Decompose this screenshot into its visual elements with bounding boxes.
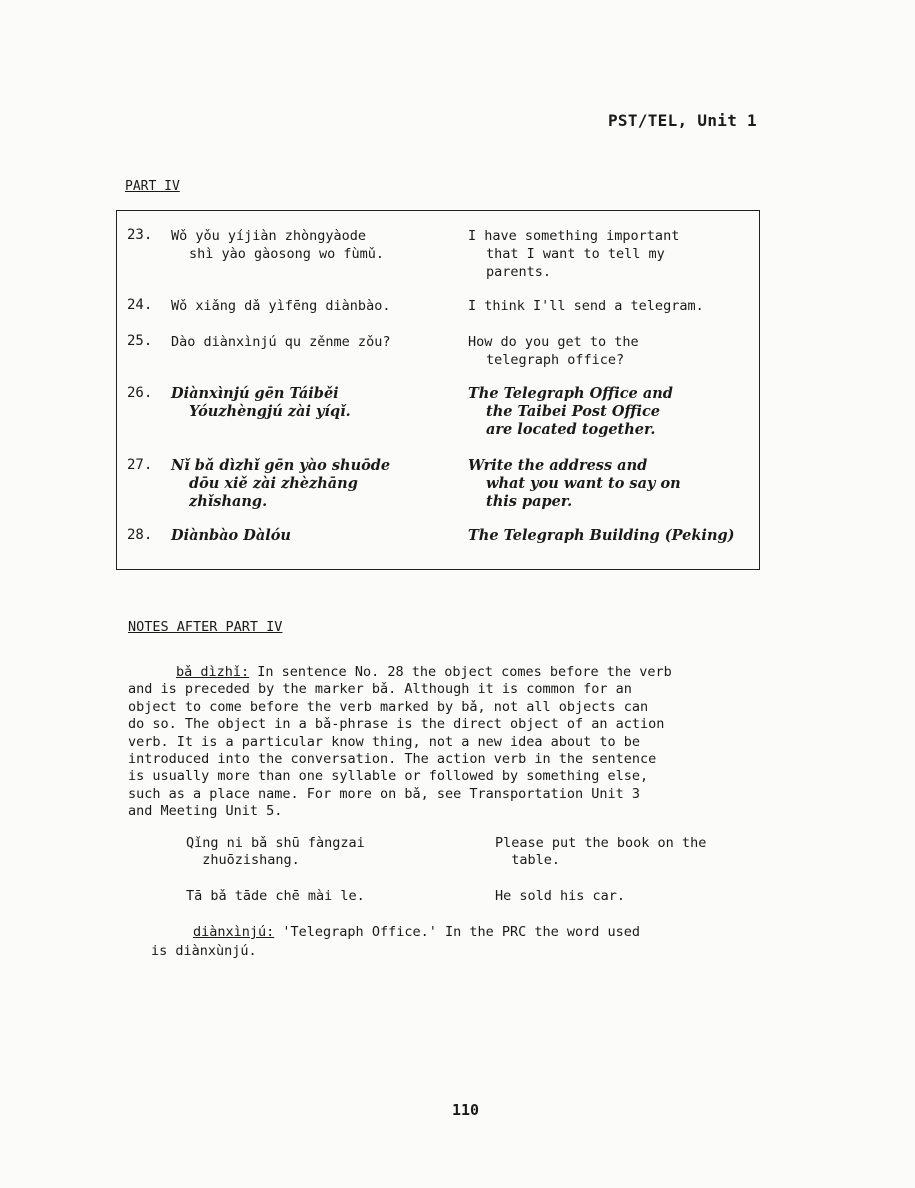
english-translation: The Telegraph Building (Peking) [468,527,735,544]
sentence-number: 26. [127,385,153,401]
chinese-sentence: Nǐ bǎ dìzhǐ gēn yào shuōde dōu xiě zài zhèzhāng zhǐshang. [171,457,391,510]
sentence-number: 28. [127,527,153,543]
chinese-sentence: Dào diànxìnjú qu zěnme zǒu? [171,334,391,350]
sentence-number: 24. [127,297,153,313]
notes-paragraph: bǎ dìzhǐ: In sentence No. 28 the object comes before the verb and is preceded by the marker bǎ. Although it is common for an object to come before the verb marked by bǎ, not all objects can do so. The object in a bǎ-phrase is the direct object of an action verb. It is a particular know thing, not a new idea about to be introduced into the conversation. The action verb in the sentence is usually more than one syllable or followed by something else, such as a place name. For more on bǎ, see Transportation Unit 3 and Meeting Unit 5. [128,664,672,820]
notes-paragraph: is diànxùnjú. [151,943,257,959]
page-number: 110 [452,1101,480,1119]
english-translation: Write the address and what you want to say on this paper. [468,457,681,510]
sentence-table [116,210,760,570]
sentence-number: 27. [127,457,153,473]
english-translation: The Telegraph Office and the Taibei Post Office are located together. [468,385,673,438]
note-term: diànxìnjú: [193,924,275,940]
english-translation: How do you get to the telegraph office? [468,334,639,368]
example-english: He sold his car. [495,888,626,904]
notes-paragraph: diànxìnjú: 'Telegraph Office.' In the PRC the word used [193,924,641,940]
example-chinese: Qǐng ni bǎ shū fàngzai zhuōzishang. [186,835,365,869]
english-translation: I think I'll send a telegram. [468,298,704,314]
chinese-sentence: Wǒ yǒu yíjiàn zhòngyàode shì yào gàosong wo fùmǔ. [171,228,385,262]
sentence-number: 25. [127,333,153,349]
chinese-sentence: Wǒ xiǎng dǎ yìfēng diànbào. [171,298,391,314]
chinese-sentence: Diànxìnjú gēn Táiběi Yóuzhèngjú zài yíqǐ. [171,385,351,420]
sentence-number: 23. [127,227,153,243]
part-title: PART IV [125,179,180,194]
chinese-sentence: Diànbào Dàlóu [171,527,291,544]
note-term: bǎ dìzhǐ: [176,664,250,680]
example-chinese: Tā bǎ tāde chē mài le. [186,888,365,904]
example-english: Please put the book on the table. [495,835,707,869]
notes-title: NOTES AFTER PART IV [128,619,283,635]
page-header: PST/TEL, Unit 1 [608,111,757,130]
english-translation: I have something important that I want to tell my parents. [468,228,680,280]
